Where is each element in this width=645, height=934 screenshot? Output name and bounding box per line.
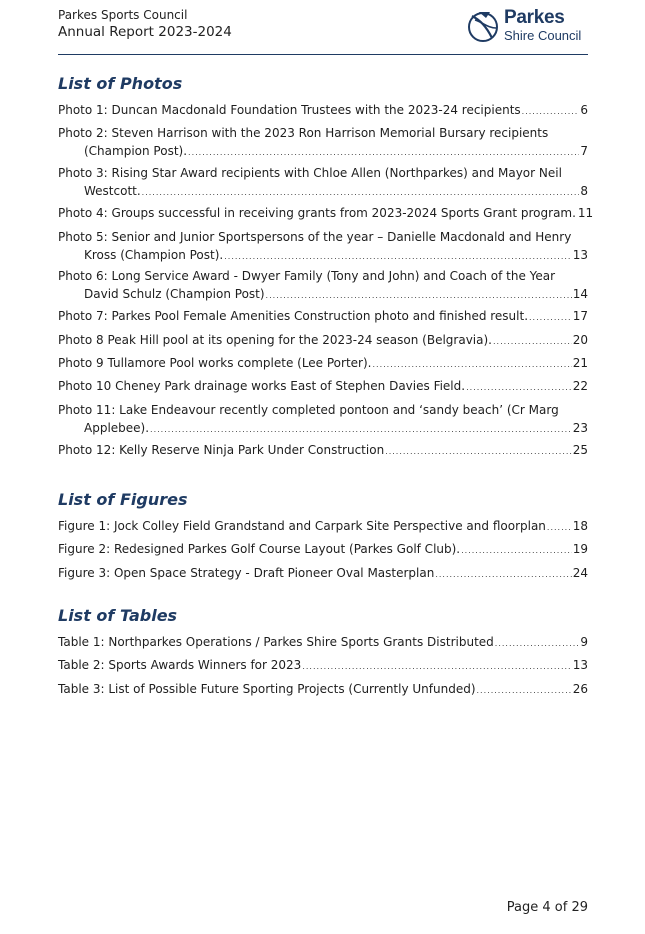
page-number: 14 (572, 287, 588, 301)
page-number: 18 (572, 519, 588, 533)
logo-wordmark-parkes: Parkes (504, 7, 565, 28)
report-title: Annual Report 2023-2024 (58, 24, 232, 40)
page-number: 19 (572, 542, 588, 556)
toc-figure-1[interactable]: Figure 1: Jock Colley Field Grandstand and Carpark Site Perspective and floorplan ..... 18 (58, 517, 588, 537)
toc-photo-11[interactable]: Photo 11: Lake Endeavour recently completed pontoon and ‘sandy beach’ (Cr Marg Applebee). ..... 23 (58, 401, 588, 439)
organisation-name: Parkes Sports Council (58, 8, 188, 22)
page-number: 23 (572, 421, 588, 435)
page-header (58, 6, 588, 55)
page-number: 21 (572, 356, 588, 370)
list-of-photos-heading: List of Photos (58, 74, 183, 93)
toc-figure-2[interactable]: Figure 2: Redesigned Parkes Golf Course Layout (Parkes Golf Club). ..... 19 (58, 540, 588, 560)
toc-photo-2[interactable]: Photo 2: Steven Harrison with the 2023 Ron Harrison Memorial Bursary recipients (Champion Post). ..... 7 (58, 124, 588, 162)
page-number: 26 (572, 682, 588, 696)
toc-photo-5[interactable]: Photo 5: Senior and Junior Sportspersons of the year – Danielle Macdonald and Henry Kross (Champion Post). ..... 13 (58, 228, 588, 266)
toc-photo-10[interactable]: Photo 10 Cheney Park drainage works East of Stephen Davies Field. ..... 22 (58, 377, 588, 397)
page-number: 13 (572, 658, 588, 672)
page-number-footer: Page 4 of 29 (506, 900, 588, 915)
page-number: 13 (572, 248, 588, 262)
toc-table-2[interactable]: Table 2: Sports Awards Winners for 2023 ..... 13 (58, 656, 588, 676)
page-number: 11 (577, 206, 594, 220)
page-number: 7 (580, 144, 588, 158)
toc-figure-3[interactable]: Figure 3: Open Space Strategy - Draft Pioneer Oval Masterplan ..... 24 (58, 564, 588, 584)
logo-emblem-icon (466, 8, 502, 44)
page-number: 17 (572, 309, 588, 323)
list-of-tables-heading: List of Tables (58, 606, 178, 625)
toc-photo-12[interactable]: Photo 12: Kelly Reserve Ninja Park Under Construction ..... 25 (58, 441, 588, 461)
toc-photo-7[interactable]: Photo 7: Parkes Pool Female Amenities Construction photo and finished result. ..... 17 (58, 307, 588, 327)
page-number: 20 (572, 333, 588, 347)
page-number: 6 (580, 103, 588, 117)
page-number: 25 (572, 443, 588, 457)
page-number: 24 (572, 566, 588, 580)
toc-photo-8[interactable]: Photo 8 Peak Hill pool at its opening for the 2023-24 season (Belgravia). ..... 20 (58, 331, 588, 351)
toc-table-1[interactable]: Table 1: Northparkes Operations / Parkes Shire Sports Grants Distributed ..... 9 (58, 633, 588, 653)
page-number: 22 (572, 379, 588, 393)
toc-table-3[interactable]: Table 3: List of Possible Future Sporting Projects (Currently Unfunded) ..... 26 (58, 680, 588, 700)
page-number: 8 (580, 184, 588, 198)
parkes-shire-council-logo (466, 8, 588, 46)
list-of-figures-heading: List of Figures (58, 490, 188, 509)
toc-photo-9[interactable]: Photo 9 Tullamore Pool works complete (Lee Porter). ..... 21 (58, 354, 588, 374)
toc-photo-1[interactable]: Photo 1: Duncan Macdonald Foundation Trustees with the 2023-24 recipients ..... 6 (58, 101, 588, 121)
toc-photo-3[interactable]: Photo 3: Rising Star Award recipients with Chloe Allen (Northparkes) and Mayor Neil Westcott. ..... 8 (58, 164, 588, 202)
page-number: 9 (580, 635, 588, 649)
logo-wordmark-shire-council: Shire Council (504, 28, 582, 43)
toc-photo-4[interactable]: Photo 4: Groups successful in receiving grants from 2023-2024 Sports Grant program. 11 (58, 206, 594, 220)
toc-photo-6[interactable]: Photo 6: Long Service Award - Dwyer Family (Tony and John) and Coach of the Year David Schulz (Champion Post) ..... 14 (58, 267, 588, 305)
